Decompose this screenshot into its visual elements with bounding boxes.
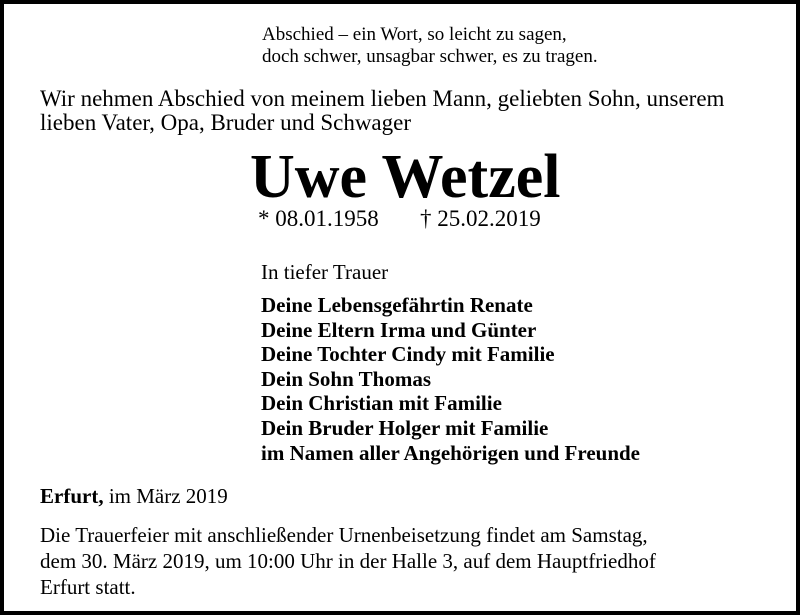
birth-date: * 08.01.1958 <box>258 206 379 231</box>
service-info-line-3: Erfurt statt. <box>40 575 136 599</box>
mourning-heading: In tiefer Trauer <box>261 260 389 284</box>
intro-line-1: Wir nehmen Abschied von meinem lieben Mann, geliebten Sohn, unserem <box>40 86 725 111</box>
poem-line-1: Abschied – ein Wort, so leicht zu sagen, <box>262 24 567 45</box>
death-date: † 25.02.2019 <box>420 206 541 231</box>
poem-line-2: doch schwer, unsagbar schwer, es zu tragen. <box>262 46 598 67</box>
service-info-line-2: dem 30. März 2019, um 10:00 Uhr in der Halle 3, auf dem Hauptfriedhof <box>40 549 656 573</box>
deceased-name: Uwe Wetzel <box>250 143 561 211</box>
mourner-item: Deine Tochter Cindy mit Familie <box>261 342 555 367</box>
place-city: Erfurt, <box>40 484 104 508</box>
mourners-list <box>261 293 640 465</box>
mourner-item: Deine Lebensgefährtin Renate <box>261 293 533 317</box>
mourner-item: im Namen aller Angehörigen und Freunde <box>261 440 640 465</box>
mourner-item: Dein Christian mit Familie <box>261 391 502 416</box>
mourner-item: Deine Eltern Irma und Günter <box>261 317 537 342</box>
mourner-item: Dein Sohn Thomas <box>261 366 432 391</box>
place-and-date <box>40 483 228 509</box>
intro-line-2: lieben Vater, Opa, Bruder und Schwager <box>40 110 412 135</box>
place-date: im März 2019 <box>103 484 228 508</box>
mourner-item: Dein Bruder Holger mit Familie <box>261 415 549 440</box>
service-info-line-1: Die Trauerfeier mit anschließender Urnenbeisetzung findet am Samstag, <box>40 523 648 547</box>
